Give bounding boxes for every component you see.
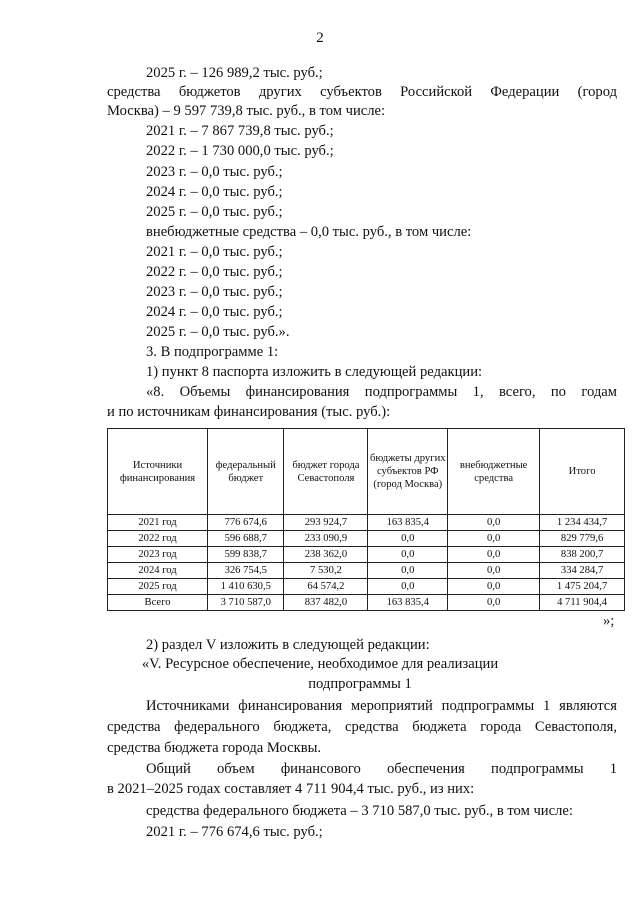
table-cell: 0,0	[448, 579, 540, 595]
table-cell: 0,0	[368, 563, 448, 579]
table-cell: 293 924,7	[284, 515, 368, 531]
text-line: средства бюджетов других субъектов Российской Федерации (город	[107, 84, 617, 100]
text-line: 1) пункт 8 паспорта изложить в следующей редакции:	[146, 364, 483, 380]
text-line: средства бюджета города Москвы.	[107, 740, 322, 756]
table-cell: 2025 год	[108, 579, 208, 595]
table-header-cell: бюджеты других субъектов РФ (город Москва)	[368, 429, 448, 515]
text-line: 2023 г. – 0,0 тыс. руб.;	[146, 284, 283, 300]
table-cell: 233 090,9	[284, 531, 368, 547]
table-cell: Всего	[108, 595, 208, 611]
table-cell: 776 674,6	[208, 515, 284, 531]
text-line: 2) раздел V изложить в следующей редакции:	[146, 637, 430, 653]
table-cell: 599 838,7	[208, 547, 284, 563]
table-cell: 0,0	[368, 547, 448, 563]
table-header-cell: внебюджетные средства	[448, 429, 540, 515]
text-line: 2022 г. – 0,0 тыс. руб.;	[146, 264, 283, 280]
text-line: в 2021–2025 годах составляет 4 711 904,4 тыс. руб., из них:	[107, 781, 475, 797]
table-cell: 2024 год	[108, 563, 208, 579]
table-cell: 4 711 904,4	[540, 595, 625, 611]
text-line: «8. Объемы финансирования подпрограммы 1, всего, по годам	[146, 384, 617, 400]
table-total-row	[108, 595, 625, 611]
table-row	[108, 515, 625, 531]
text-line: 2025 г. – 126 989,2 тыс. руб.;	[146, 65, 323, 81]
text-line: 2025 г. – 0,0 тыс. руб.».	[146, 324, 290, 340]
table-cell: 163 835,4	[368, 515, 448, 531]
table-header-cell: Итого	[540, 429, 625, 515]
table-cell: 0,0	[448, 595, 540, 611]
table-cell: 2023 год	[108, 547, 208, 563]
table-cell: 1 410 630,5	[208, 579, 284, 595]
table-cell: 163 835,4	[368, 595, 448, 611]
financing-table	[107, 428, 625, 611]
table-cell: 64 574,2	[284, 579, 368, 595]
table-cell: 2021 год	[108, 515, 208, 531]
table-cell: 838 200,7	[540, 547, 625, 563]
quote-close-mark: »;	[603, 613, 615, 629]
table-cell: 238 362,0	[284, 547, 368, 563]
table-cell: 326 754,5	[208, 563, 284, 579]
table-cell: 334 284,7	[540, 563, 625, 579]
table-cell: 2022 год	[108, 531, 208, 547]
text-line: 2021 г. – 7 867 739,8 тыс. руб.;	[146, 123, 334, 139]
text-line: 2021 г. – 776 674,6 тыс. руб.;	[146, 824, 323, 840]
section-heading: подпрограммы 1	[308, 676, 412, 692]
table-header-cell: федеральный бюджет	[208, 429, 284, 515]
table-row	[108, 563, 625, 579]
text-line: Москва) – 9 597 739,8 тыс. руб., в том числе:	[107, 103, 386, 119]
table-cell: 0,0	[368, 531, 448, 547]
text-line: средства федерального бюджета, средства бюджета города Севастополя,	[107, 719, 617, 735]
text-line: 2023 г. – 0,0 тыс. руб.;	[146, 164, 283, 180]
text-line: 3. В подпрограмме 1:	[146, 344, 279, 360]
text-line: внебюджетные средства – 0,0 тыс. руб., в том числе:	[146, 224, 472, 240]
text-line: 2021 г. – 0,0 тыс. руб.;	[146, 244, 283, 260]
text-line: 2022 г. – 1 730 000,0 тыс. руб.;	[146, 143, 334, 159]
text-line: 2024 г. – 0,0 тыс. руб.;	[146, 184, 283, 200]
table-header-cell: бюджет города Севастополя	[284, 429, 368, 515]
table-cell: 1 234 434,7	[540, 515, 625, 531]
text-line: Общий объем финансового обеспечения подпрограммы 1	[146, 761, 617, 777]
table-row	[108, 579, 625, 595]
table-row	[108, 531, 625, 547]
table-cell: 837 482,0	[284, 595, 368, 611]
table-cell: 1 475 204,7	[540, 579, 625, 595]
table-cell: 7 530,2	[284, 563, 368, 579]
page-number: 2	[316, 30, 324, 46]
table-cell: 829 779,6	[540, 531, 625, 547]
table-cell: 0,0	[368, 579, 448, 595]
table-header-cell: Источники финансирования	[108, 429, 208, 515]
table-row	[108, 547, 625, 563]
text-line: Источниками финансирования мероприятий подпрограммы 1 являются	[146, 698, 617, 714]
table-cell: 0,0	[448, 547, 540, 563]
table-cell: 0,0	[448, 531, 540, 547]
text-line: и по источникам финансирования (тыс. руб.):	[107, 404, 391, 420]
table-cell: 0,0	[448, 563, 540, 579]
table-cell: 0,0	[448, 515, 540, 531]
text-line: 2024 г. – 0,0 тыс. руб.;	[146, 304, 283, 320]
table-cell: 596 688,7	[208, 531, 284, 547]
section-heading: «V. Ресурсное обеспечение, необходимое для реализации	[141, 656, 499, 672]
text-line: 2025 г. – 0,0 тыс. руб.;	[146, 204, 283, 220]
text-line: средства федерального бюджета – 3 710 587,0 тыс. руб., в том числе:	[146, 803, 573, 819]
table-cell: 3 710 587,0	[208, 595, 284, 611]
table-header-row	[108, 429, 625, 515]
